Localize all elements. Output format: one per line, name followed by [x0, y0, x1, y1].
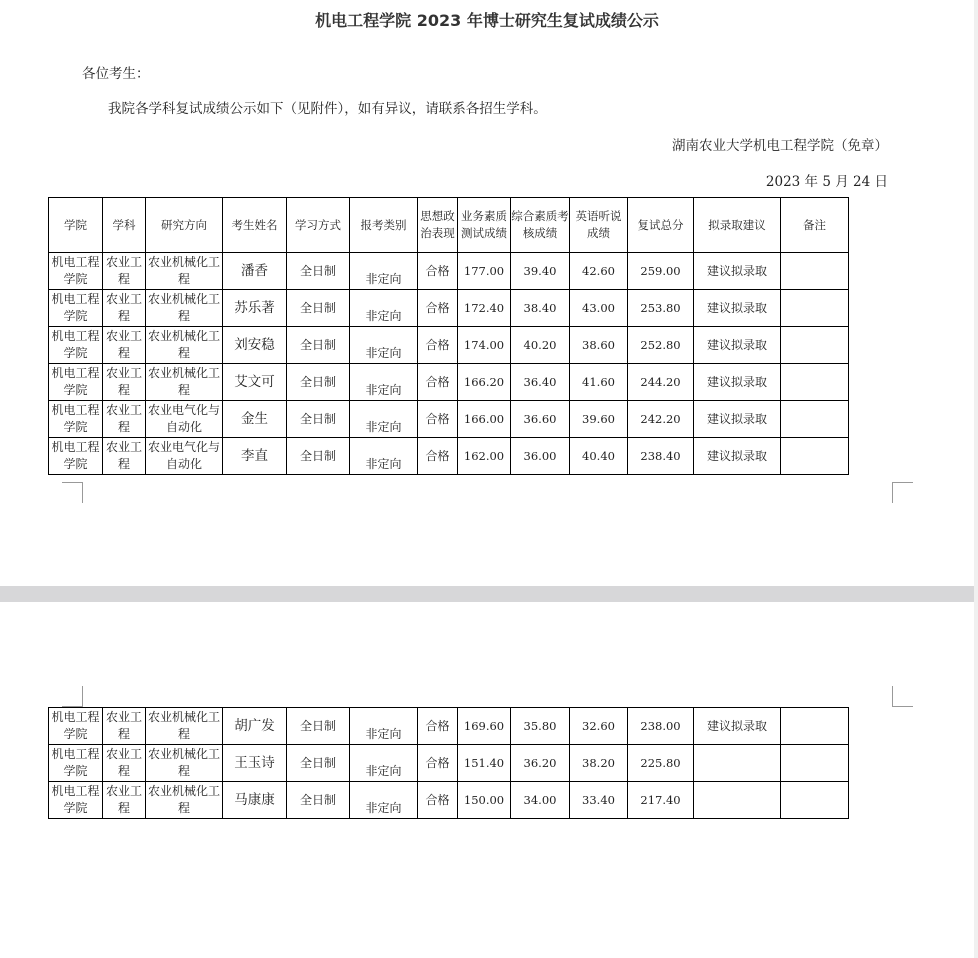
table-cell: 农业工程	[103, 708, 146, 745]
table-cell: 全日制	[287, 708, 350, 745]
table-cell: 全日制	[287, 782, 350, 819]
table-cell	[694, 782, 781, 819]
table-cell: 农业工程	[103, 745, 146, 782]
table-cell: 36.20	[511, 745, 570, 782]
table-cell: 建议拟录取	[694, 401, 781, 438]
table-cell: 非定向	[350, 401, 418, 438]
table-cell: 机电工程学院	[49, 290, 103, 327]
table-cell: 建议拟录取	[694, 290, 781, 327]
table-cell: 238.40	[628, 438, 694, 475]
notice-body: 我院各学科复试成绩公示如下（见附件），如有异议，请联系各招生学科。	[108, 101, 547, 117]
table-cell: 全日制	[287, 364, 350, 401]
table-cell: 农业机械化工程	[146, 364, 223, 401]
table-cell: 177.00	[458, 253, 511, 290]
signature: 湖南农业大学机电工程学院（免章）	[672, 138, 888, 154]
table-cell: 非定向	[350, 438, 418, 475]
table-cell: 合格	[418, 327, 458, 364]
table-cell: 潘香	[223, 253, 287, 290]
table-cell: 机电工程学院	[49, 438, 103, 475]
table-cell: 机电工程学院	[49, 364, 103, 401]
table-cell: 王玉诗	[223, 745, 287, 782]
column-header: 复试总分	[628, 198, 694, 253]
table-cell: 39.40	[511, 253, 570, 290]
table-cell: 40.40	[570, 438, 628, 475]
table-row	[49, 438, 849, 475]
table-cell: 农业机械化工程	[146, 253, 223, 290]
table-cell	[781, 327, 849, 364]
table-cell: 合格	[418, 253, 458, 290]
table-cell: 36.40	[511, 364, 570, 401]
table-cell: 农业机械化工程	[146, 745, 223, 782]
column-header: 备注	[781, 198, 849, 253]
table-cell: 刘安稳	[223, 327, 287, 364]
table-cell: 225.80	[628, 745, 694, 782]
table-cell: 全日制	[287, 290, 350, 327]
crop-mark	[62, 482, 83, 503]
table-cell: 41.60	[570, 364, 628, 401]
table-cell: 150.00	[458, 782, 511, 819]
column-header: 学科	[103, 198, 146, 253]
table-row	[49, 782, 849, 819]
table-cell: 合格	[418, 364, 458, 401]
table-cell: 38.40	[511, 290, 570, 327]
column-header: 思想政治表现	[418, 198, 458, 253]
table-cell	[781, 253, 849, 290]
table-cell: 胡广发	[223, 708, 287, 745]
table-cell: 农业工程	[103, 364, 146, 401]
crop-mark	[892, 686, 913, 707]
table-cell: 32.60	[570, 708, 628, 745]
table-cell	[781, 708, 849, 745]
crop-mark	[892, 482, 913, 503]
table-cell: 259.00	[628, 253, 694, 290]
table-cell: 农业机械化工程	[146, 290, 223, 327]
table-cell: 农业电气化与自动化	[146, 438, 223, 475]
table-cell: 农业机械化工程	[146, 708, 223, 745]
table-cell: 35.80	[511, 708, 570, 745]
table-cell: 苏乐著	[223, 290, 287, 327]
table-cell: 机电工程学院	[49, 708, 103, 745]
table-cell: 174.00	[458, 327, 511, 364]
column-header: 学习方式	[287, 198, 350, 253]
table-cell: 建议拟录取	[694, 438, 781, 475]
table-cell: 机电工程学院	[49, 745, 103, 782]
page-gap	[0, 586, 978, 602]
table-cell: 42.60	[570, 253, 628, 290]
column-header: 研究方向	[146, 198, 223, 253]
table-cell: 全日制	[287, 327, 350, 364]
table-cell	[781, 401, 849, 438]
table-cell: 机电工程学院	[49, 782, 103, 819]
column-header: 英语听说成绩	[570, 198, 628, 253]
table-cell: 全日制	[287, 253, 350, 290]
table-cell: 农业工程	[103, 253, 146, 290]
table-cell: 253.80	[628, 290, 694, 327]
table-cell: 农业工程	[103, 327, 146, 364]
greeting: 各位考生：	[82, 66, 150, 82]
table-cell: 农业工程	[103, 401, 146, 438]
table-cell: 非定向	[350, 364, 418, 401]
table-cell: 艾文可	[223, 364, 287, 401]
table-cell: 合格	[418, 438, 458, 475]
table-cell: 农业机械化工程	[146, 782, 223, 819]
table-row	[49, 708, 849, 745]
table-cell: 农业工程	[103, 290, 146, 327]
table-cell: 合格	[418, 708, 458, 745]
notice-date: 2023 年 5 月 24 日	[765, 174, 888, 190]
table-cell: 合格	[418, 745, 458, 782]
crop-mark	[62, 686, 83, 707]
column-header: 学院	[49, 198, 103, 253]
table-cell: 全日制	[287, 401, 350, 438]
table-cell: 36.00	[511, 438, 570, 475]
table-cell: 非定向	[350, 253, 418, 290]
table-cell: 建议拟录取	[694, 253, 781, 290]
table-cell	[781, 782, 849, 819]
table-cell: 机电工程学院	[49, 327, 103, 364]
table-cell: 农业工程	[103, 782, 146, 819]
table-cell: 43.00	[570, 290, 628, 327]
table-cell: 农业机械化工程	[146, 327, 223, 364]
table-row	[49, 290, 849, 327]
table-cell: 马康康	[223, 782, 287, 819]
table-cell: 金生	[223, 401, 287, 438]
page-edge	[974, 0, 978, 958]
table-cell: 33.40	[570, 782, 628, 819]
table-cell: 合格	[418, 401, 458, 438]
table-row	[49, 327, 849, 364]
table-cell	[781, 745, 849, 782]
table-cell: 机电工程学院	[49, 253, 103, 290]
table-cell: 38.20	[570, 745, 628, 782]
table-cell: 非定向	[350, 708, 418, 745]
table-cell: 农业电气化与自动化	[146, 401, 223, 438]
table-row	[49, 253, 849, 290]
table-cell: 39.60	[570, 401, 628, 438]
table-cell: 36.60	[511, 401, 570, 438]
table-cell	[694, 745, 781, 782]
page-title: 机电工程学院 2023 年博士研究生复试成绩公示	[315, 11, 659, 30]
results-table-part-2	[48, 707, 849, 819]
table-row	[49, 364, 849, 401]
table-cell: 全日制	[287, 745, 350, 782]
table-cell: 242.20	[628, 401, 694, 438]
column-header: 业务素质测试成绩	[458, 198, 511, 253]
table-cell: 172.40	[458, 290, 511, 327]
table-cell: 238.00	[628, 708, 694, 745]
results-table-part-1	[48, 197, 849, 475]
column-header: 拟录取建议	[694, 198, 781, 253]
table-cell: 建议拟录取	[694, 364, 781, 401]
column-header: 报考类别	[350, 198, 418, 253]
table-cell: 252.80	[628, 327, 694, 364]
table-cell: 农业工程	[103, 438, 146, 475]
table-cell: 166.20	[458, 364, 511, 401]
table-cell	[781, 364, 849, 401]
column-header: 综合素质考核成绩	[511, 198, 570, 253]
table-cell: 非定向	[350, 745, 418, 782]
table-cell: 162.00	[458, 438, 511, 475]
table-cell: 38.60	[570, 327, 628, 364]
table-cell: 非定向	[350, 782, 418, 819]
table-cell: 244.20	[628, 364, 694, 401]
table-cell: 非定向	[350, 290, 418, 327]
table-header-row	[49, 198, 849, 253]
table-cell: 合格	[418, 782, 458, 819]
table-cell: 全日制	[287, 438, 350, 475]
table-cell: 151.40	[458, 745, 511, 782]
table-cell: 34.00	[511, 782, 570, 819]
table-cell: 合格	[418, 290, 458, 327]
table-cell: 217.40	[628, 782, 694, 819]
table-row	[49, 745, 849, 782]
table-cell: 建议拟录取	[694, 708, 781, 745]
table-cell	[781, 290, 849, 327]
table-cell: 机电工程学院	[49, 401, 103, 438]
table-row	[49, 401, 849, 438]
table-cell: 非定向	[350, 327, 418, 364]
table-cell: 40.20	[511, 327, 570, 364]
table-cell: 169.60	[458, 708, 511, 745]
table-cell: 李直	[223, 438, 287, 475]
table-cell	[781, 438, 849, 475]
column-header: 考生姓名	[223, 198, 287, 253]
table-cell: 建议拟录取	[694, 327, 781, 364]
table-cell: 166.00	[458, 401, 511, 438]
